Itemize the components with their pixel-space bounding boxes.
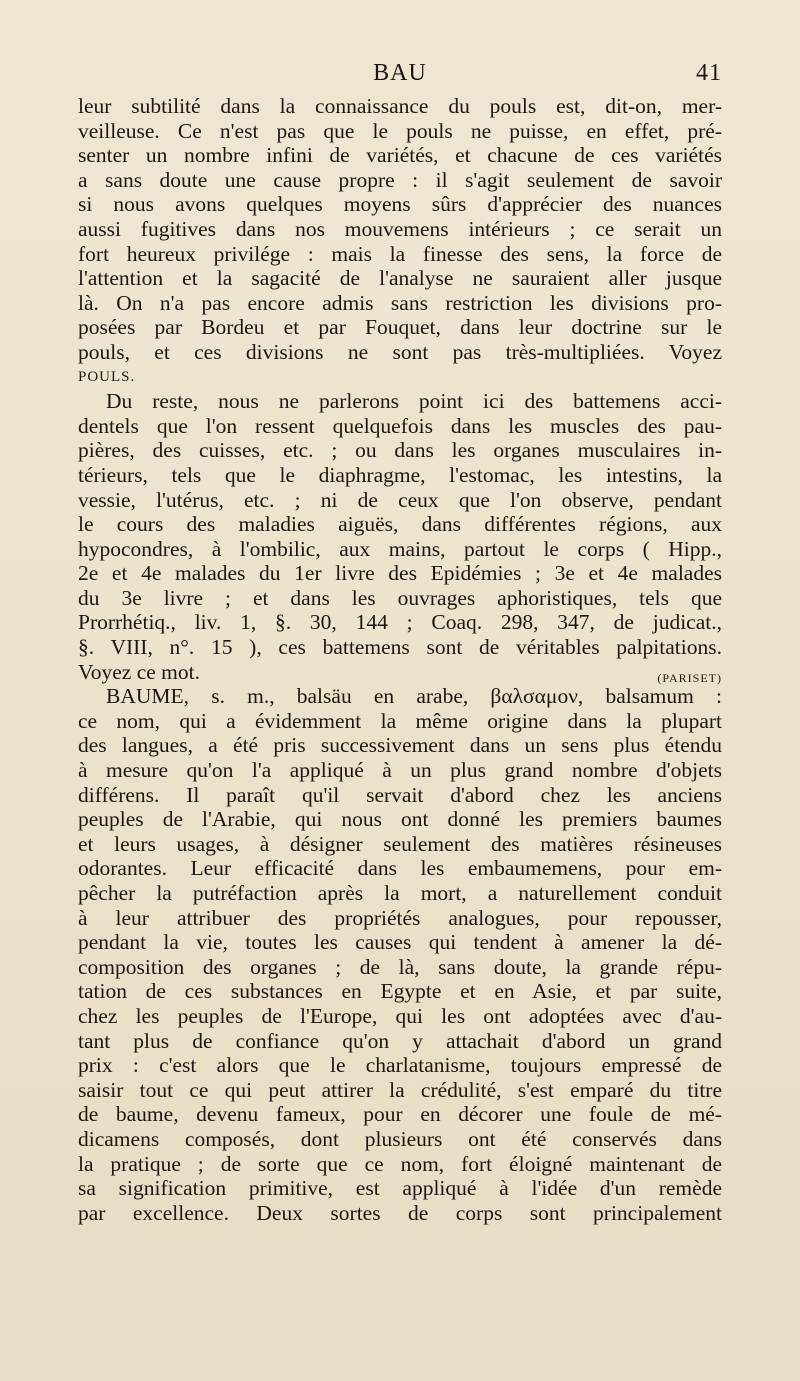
entry-heading-line: BAUME, s. m., balsäu en arabe, βαλσαμον, balsamum : [106,684,722,709]
text-line: et leurs usages, à désigner seulement des matières résineuses [78,831,722,856]
text-line: dentels que l'on ressent quelquefois dans les muscles des pau- [78,413,722,438]
author-signature: (PARISET) [657,670,722,685]
text-line: si nous avons quelques moyens sûrs d'apprécier des nuances [78,192,722,217]
text-line: pières, des cuisses, etc. ; ou dans les organes musculaires in- [78,438,722,463]
text-line: odorantes. Leur efficacité dans les embaumemens, pour em- [78,856,722,881]
text-line: Voyez ce mot. [78,659,200,684]
paragraph-end [78,660,722,685]
text-line: de baume, devenu fameux, pour en décorer une foule de mé- [78,1102,722,1127]
text-line: des langues, a été pris successivement dans un sens plus étendu [78,733,722,758]
text-line: composition des organes ; de là, sans doute, la grande répu- [78,954,722,979]
text-line: térieurs, tels que le diaphragme, l'estomac, les intestins, la [78,462,722,487]
text-line: différens. Il paraît qu'il servait d'abord chez les anciens [78,782,722,807]
text-line: par excellence. Deux sortes de corps sont principalement [78,1200,722,1225]
text-line: là. On n'a pas encore admis sans restriction les divisions pro- [78,290,722,315]
text-line: hypocondres, à l'ombilic, aux mains, partout le corps ( Hipp., [78,536,722,561]
text-line: veilleuse. Ce n'est pas que le pouls ne puisse, en effet, pré- [78,118,722,143]
text-line: §. VIII, n°. 15 ), ces battemens sont de véritables palpitations. [78,635,722,660]
text-line: tation de ces substances en Egypte et en Asie, et par suite, [78,979,722,1004]
text-line: peuples de l'Arabie, qui nous ont donné les premiers baumes [78,807,722,832]
text-line: vessie, l'utérus, etc. ; ni de ceux que l'on observe, pendant [78,487,722,512]
text-line: fort heureux privilége : mais la finesse des sens, la force de [78,241,722,266]
text-line: le cours des maladies aiguës, dans différentes régions, aux [78,512,722,537]
text-line: à mesure qu'on l'a appliqué à un plus grand nombre d'objets [78,758,722,783]
text-line: aussi fugitives dans nos mouvemens intérieurs ; ce serait un [78,216,722,241]
text-line: ce nom, qui a évidemment la même origine dans la plupart [78,708,722,733]
text-line: pêcher la putréfaction après la mort, a naturellement conduit [78,881,722,905]
paragraph-start: Du reste, nous ne parlerons point ici des battemens acci- [106,389,722,414]
page-body [78,94,722,1225]
cross-reference: POULS. [78,368,136,385]
text-line: tant plus de confiance qu'on y attachait d'abord un grand [78,1028,722,1053]
text-line: senter un nombre infini de variétés, et chacune de ces variétés [78,143,722,168]
text-line: leur subtilité dans la connaissance du pouls est, dit-on, mer- [78,94,722,118]
text-line: du 3e livre ; et dans les ouvrages aphoristiques, tels que [78,585,722,610]
text-line: a sans doute une cause propre : il s'agit seulement de savoir [78,167,722,192]
text-line: sa signification primitive, est appliqué à l'idée d'un remède [78,1176,722,1201]
text-line: prix : c'est alors que le charlatanisme, toujours empressé de [78,1053,722,1078]
text-line: chez les peuples de l'Europe, qui les ont adoptées avec d'au- [78,1003,722,1028]
text-line: Prorrhétiq., liv. 1, §. 30, 144 ; Coaq. 298, 347, de judicat., [78,610,722,635]
page-header [78,60,722,94]
text-line: posées par Bordeu et par Fouquet, dans leur doctrine sur le [78,315,722,340]
text-line: la pratique ; de sorte que ce nom, fort éloigné maintenant de [78,1151,722,1176]
text-line: pendant la vie, toutes les causes qui tendent à amener la dé- [78,930,722,955]
page-number: 41 [696,60,722,86]
text-line: 2e et 4e malades du 1er livre des Epidémies ; 3e et 4e malades [78,561,722,586]
text-line: saisir tout ce qui peut attirer la crédulité, s'est emparé du titre [78,1077,722,1102]
text-line: à leur attribuer des propriétés analogues, pour repousser, [78,905,722,930]
text-line: dicamens composés, dont plusieurs ont été conservés dans [78,1126,722,1151]
text-line: l'attention et la sagacité de l'analyse ne sauraient aller jusque [78,266,722,291]
running-head: BAU [373,60,427,86]
text-line: pouls, et ces divisions ne sont pas très-multipliées. Voyez [78,339,722,364]
